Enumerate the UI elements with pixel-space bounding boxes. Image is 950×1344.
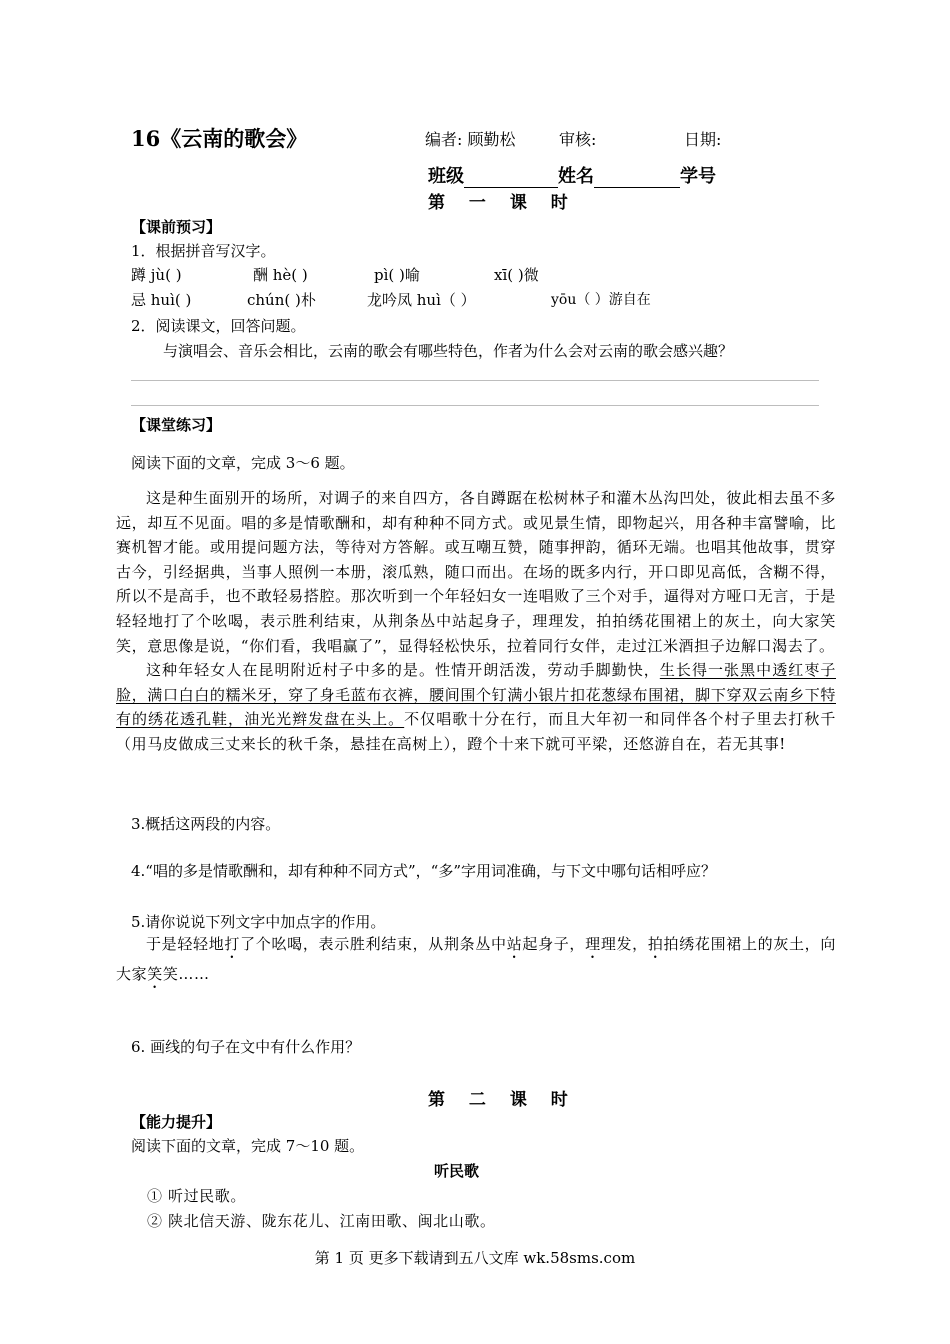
reviewer-label: 审核:	[559, 130, 597, 149]
article-title: 听民歌	[434, 1162, 480, 1180]
preview-section-heading: 【课前预习】	[131, 218, 222, 236]
passage-text: 这种年轻女人在昆明附近村子中多的是。性情开朗活泼，劳动手脚勤快，	[146, 661, 660, 680]
question-1: 1．根据拼音写汉字。	[131, 242, 276, 260]
question-3: 3.概括这两段的内容。	[131, 815, 281, 833]
pinyin-item: 酬 hè( )	[253, 266, 308, 284]
pinyin-item: 蹲 jù( )	[131, 266, 182, 284]
pinyin-item: 忌 huì( )	[131, 291, 192, 309]
question-4: 4.“唱的多是情歌酬和，却有种种不同方式”，“多”字用词准确，与下文中哪句话相呼应？	[131, 862, 716, 880]
editor-label: 编者: 顾勤松	[425, 130, 516, 149]
practice-section-heading: 【课堂练习】	[131, 416, 222, 434]
passage-paragraph-2	[116, 658, 836, 756]
article-item-1: ① 听过民歌。	[147, 1187, 246, 1205]
passage-text: 不仅唱歌十分在行，而且大年初一和同伴各个村子里去打秋千（用马皮做成三丈来长的秋千条，悬挂在高树上），蹬个十来下就可平梁，还悠游自在，若无其事!	[116, 710, 837, 753]
answer-line[interactable]	[131, 380, 819, 381]
number-label: 学号	[680, 166, 716, 187]
question-5-quote	[116, 932, 836, 992]
dotted-character: 笑	[147, 965, 163, 983]
quote-segment: 于是轻轻地	[146, 935, 225, 953]
name-label: 姓名	[558, 166, 594, 187]
passage-paragraph-1: 这是种生面别开的场所，对调子的来自四方，各自蹲踞在松树林子和灌木丛沟凹处，彼此相去虽不多远，却互不见面。唱的多是情歌酬和，却有种种不同方式。或见景生情，即物起兴，用各种丰富譬喻，比赛机智才能。或用提问题方法，等待对方答解。或互嘲互赞，随事押韵，循环无端。也唱其他故事，贯穿古今，引经据典，当事人照例一本册，滚瓜熟，随口而出。在场的既多内行，开口即见高低，含糊不得，所以不是高手，也不敢轻易搭腔。那次听到一个年轻妇女一连唱败了三个对手，逼得对方哑口无言，于是轻轻地打了个吆喝，表示胜利结束，从荆条丛中站起身子，理理发，拍拍绣花围裙上的灰土，向大家笑笑，意思像是说，“你们看，我唱赢了”，显得轻松快乐，拉着同行女伴，走过江米酒担子边解口渴去了。	[116, 489, 836, 655]
quote-segment: 了个吆喝，表示胜利结束，从荆条丛中	[240, 935, 507, 953]
pinyin-item: yōu（ ）游自在	[551, 292, 651, 308]
pinyin-item: chún( )朴	[247, 291, 316, 309]
class-label: 班级	[428, 166, 464, 187]
pinyin-item: xī( )微	[494, 266, 539, 284]
lesson1-heading: 第 一 课 时	[428, 193, 577, 213]
pinyin-item: 龙吟凤 huì（ ）	[367, 291, 476, 309]
answer-line[interactable]	[131, 405, 819, 406]
reading-instruction-2: 阅读下面的文章，完成 7～10 题。	[131, 1137, 365, 1155]
page-title: 16《云南的歌会》	[131, 126, 308, 151]
quote-segment: 理发，	[600, 935, 648, 953]
dotted-character: 拍	[647, 935, 664, 953]
question-2-text: 与演唱会、音乐会相比，云南的歌会有哪些特色，作者为什么会对云南的歌会感兴趣？	[163, 342, 734, 360]
underlined-sentence: 生长得一张黑中透红枣子脸，满口白白的糯米牙，穿了身毛蓝布衣裤，腰间围个钉满小银片扣花葱绿布围裙，脚下穿双云南乡下特有的绣花透孔鞋，油光光辫发盘在头上。	[116, 661, 836, 729]
name-blank[interactable]	[594, 169, 680, 188]
reading-passage	[116, 486, 836, 757]
class-blank[interactable]	[464, 169, 558, 188]
question-5: 5.请你说说下列文字中加点字的作用。	[131, 913, 386, 931]
quote-segment: 笑……	[162, 965, 210, 983]
question-2: 2．阅读课文，回答问题。	[131, 317, 306, 335]
quote-segment: 拍绣花围裙上的灰土，向大家	[116, 935, 836, 983]
question-6: 6. 画线的句子在文中有什么作用？	[131, 1038, 361, 1056]
date-label: 日期:	[684, 130, 722, 149]
dotted-character: 打	[224, 935, 241, 953]
student-info-line	[428, 162, 716, 188]
quote-segment: 起身子，	[522, 935, 586, 953]
lesson2-heading: 第 二 课 时	[428, 1090, 577, 1110]
page-footer: 第 1 页 更多下载请到五八文库 wk.58sms.com	[314, 1249, 636, 1267]
ability-section-heading: 【能力提升】	[131, 1113, 222, 1131]
pinyin-item: pì( )喻	[374, 266, 420, 284]
reading-instruction: 阅读下面的文章，完成 3～6 题。	[131, 454, 355, 472]
quote-text	[116, 932, 836, 992]
dotted-character: 理	[585, 935, 601, 953]
article-item-2: ② 陕北信天游、陇东花儿、江南田歌、闽北山歌。	[147, 1212, 496, 1230]
dotted-character: 站	[506, 935, 523, 953]
